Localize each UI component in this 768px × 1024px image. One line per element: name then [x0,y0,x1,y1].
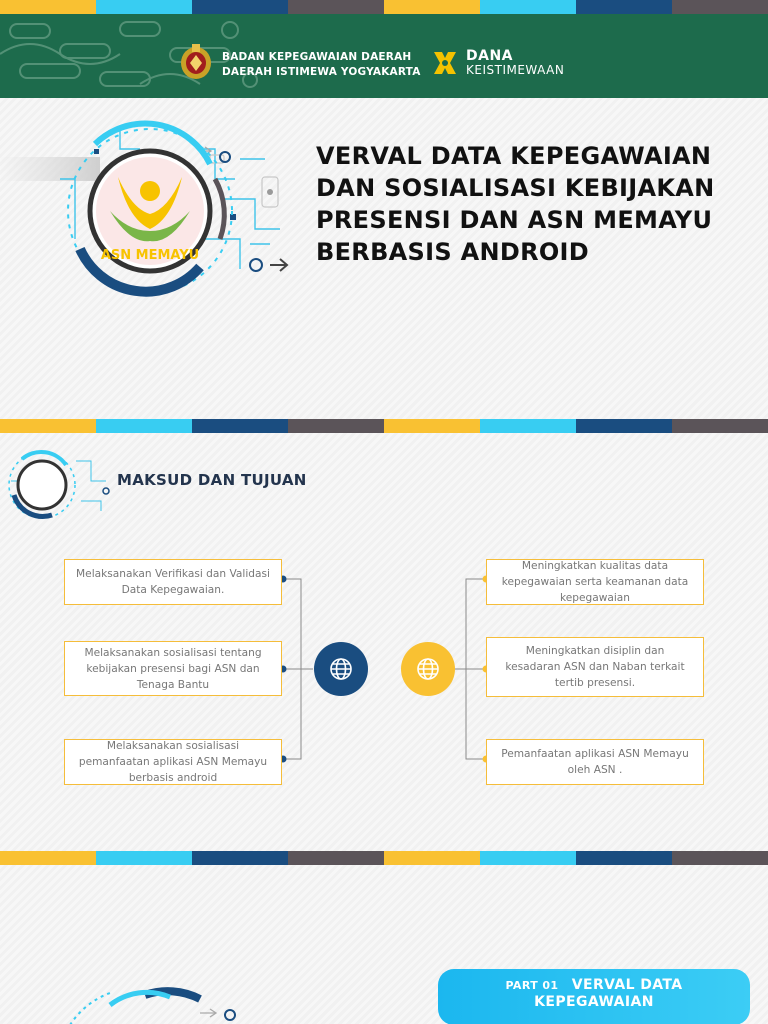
dana-subtitle: KEISTIMEWAAN [466,63,565,77]
globe-icon [328,656,354,682]
purpose-slide [0,433,768,851]
asn-memayu-logo-icon [0,119,320,319]
left-box-2: Melaksanakan sosialisasi tentang kebijakan presensi bagi ASN dan Tenaga Bantu [64,641,282,696]
globe-icon [415,656,441,682]
part-01-banner [438,969,750,1024]
top-color-stripe [0,0,768,14]
right-globe-icon [401,642,455,696]
header-band [0,14,768,98]
title-line: DAN SOSIALISASI KEBIJAKAN [316,174,715,202]
title-line: VERVAL DATA KEPEGAWAIAN [316,142,712,170]
title-line: PRESENSI DAN ASN MEMAYU [316,206,713,234]
right-box-3: Pemanfaatan aplikasi ASN Memayu oleh ASN . [486,739,704,785]
section-title: MAKSUD DAN TUJUAN [117,471,307,489]
part-title-line1: VERVAL DATA [571,977,683,993]
org-name-line2: DAERAH ISTIMEWA YOGYAKARTA [222,66,421,78]
divider-stripe [0,419,768,433]
part-slide [0,865,768,1024]
yogyakarta-emblem-icon [178,41,214,81]
part-circuit-icon [50,985,270,1024]
right-box-1: Meningkatkan kualitas data kepegawaian serta keamanan data kepegawaian [486,559,704,605]
dana-keistimewaan-logo-icon [428,46,462,80]
divider-stripe [0,851,768,865]
right-box-2: Meningkatkan disiplin dan kesadaran ASN dan Naban terkait tertib presensi. [486,637,704,697]
org-name-line1: BADAN KEPEGAWAIAN DAERAH [222,51,412,63]
part-label: PART 01 [505,979,559,992]
dana-name: DANA [466,48,514,64]
left-box-3: Melaksanakan sosialisasi pemanfaatan aplikasi ASN Memayu berbasis android [64,739,282,785]
title-slide [0,14,768,419]
title-line: BERBASIS ANDROID [316,238,590,266]
slide-title [316,140,756,268]
left-globe-icon [314,642,368,696]
left-box-1: Melaksanakan Verifikasi dan Validasi Data Kepegawaian. [64,559,282,605]
logo-caption: ASN MEMAYU [100,248,200,263]
part-title-line2: KEPEGAWAIAN [534,994,654,1010]
